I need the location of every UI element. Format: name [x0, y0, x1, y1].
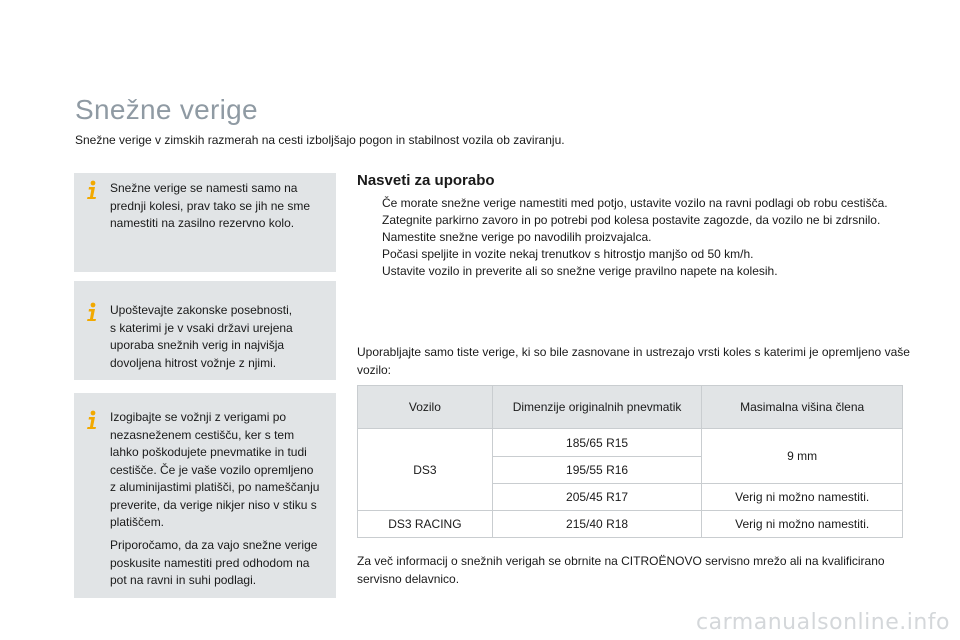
list-item: Zategnite parkirno zavoro in po potrebi pod kolesa postavite zagozde, da vozilo ne bi zdrsnilo. — [382, 213, 881, 227]
table-cell-height: Verig ni možno namestiti. — [702, 484, 903, 511]
table-header-cell: Dimenzije originalnih pnevmatik — [492, 386, 702, 429]
table-cell-height: Verig ni možno namestiti. — [702, 511, 903, 538]
tips-list — [360, 195, 920, 280]
list-item: Počasi speljite in vozite nekaj trenutkov s hitrostjo manjšo od 50 km/h. — [382, 247, 754, 261]
list-item: Namestite snežne verige po navodilih proizvajalca. — [382, 230, 652, 244]
info-icon — [84, 410, 100, 430]
page-title: Snežne verige — [75, 94, 258, 125]
list-item: Če morate snežne verige namestiti med potjo, ustavite vozilo na ravni podlagi ob robu cestišča. — [382, 196, 888, 210]
watermark: carmanualsonline.info — [696, 610, 950, 635]
table-cell-tyre: 215/40 R18 — [492, 511, 702, 538]
info-icon — [84, 180, 100, 200]
chain-spec-table — [357, 385, 903, 538]
table-cell-tyre: 205/45 R17 — [492, 484, 702, 511]
table-header-cell: Vozilo — [358, 386, 493, 429]
note-text-practice: Priporočamo, da za vajo snežne verige poskusite namestiti pred odhodom na pot na ravni in suhi podlagi. — [110, 538, 318, 587]
table-cell-tyre: 185/65 R15 — [492, 429, 702, 457]
section-title: Nasveti za uporabo — [357, 172, 495, 189]
table-row — [358, 429, 903, 457]
table-row — [358, 511, 903, 538]
table-header-cell: Masimalna višina člena — [702, 386, 903, 429]
table-cell-tyre: 195/55 R16 — [492, 457, 702, 484]
note-box-road-surface — [74, 393, 336, 598]
note-text: Izogibajte se vožnji z verigami po nezasneženem cestišču, ker s tem lahko poškodujete pnevmatike in tudi cestišče. Če je vaše vozilo opremljeno z aluminijastimi platišči, po nameščanju preverite, da verige nikjer niso v stiku s platiščem. — [110, 410, 320, 529]
footer-text: Za več informacij o snežnih verigah se obrnite na CITROËNOVO servisno mrežo ali na kvalificirano servisno delavnico. — [357, 554, 885, 586]
usage-text: Uporabljajte samo tiste verige, ki so bile zasnovane in ustrezajo vrsti koles s katerimi je opremljeno vaše vozilo: — [357, 345, 910, 377]
note-text: Snežne verige se namesti samo na prednji kolesi, prav tako se jih ne sme namestiti na zasilno rezervno kolo. — [110, 181, 311, 230]
table-cell-model: DS3 — [358, 429, 493, 511]
note-text: Upoštevajte zakonske posebnosti, s katerimi je v vsaki državi urejena uporaba snežnih verig in najvišja dovoljena hitrost vožnje z njimi. — [110, 303, 293, 370]
table-cell-height: 9 mm — [702, 429, 903, 484]
note-box-front-wheels — [74, 173, 336, 272]
table-cell-model: DS3 RACING — [358, 511, 493, 538]
list-item: Ustavite vozilo in preverite ali so snežne verige pravilno napete na kolesih. — [382, 264, 778, 278]
page-intro: Snežne verige v zimskih razmerah na cesti izboljšajo pogon in stabilnost vozila ob zaviranju. — [75, 133, 565, 147]
note-box-legal — [74, 281, 336, 380]
table-header-row — [358, 386, 903, 429]
info-icon — [84, 302, 100, 322]
